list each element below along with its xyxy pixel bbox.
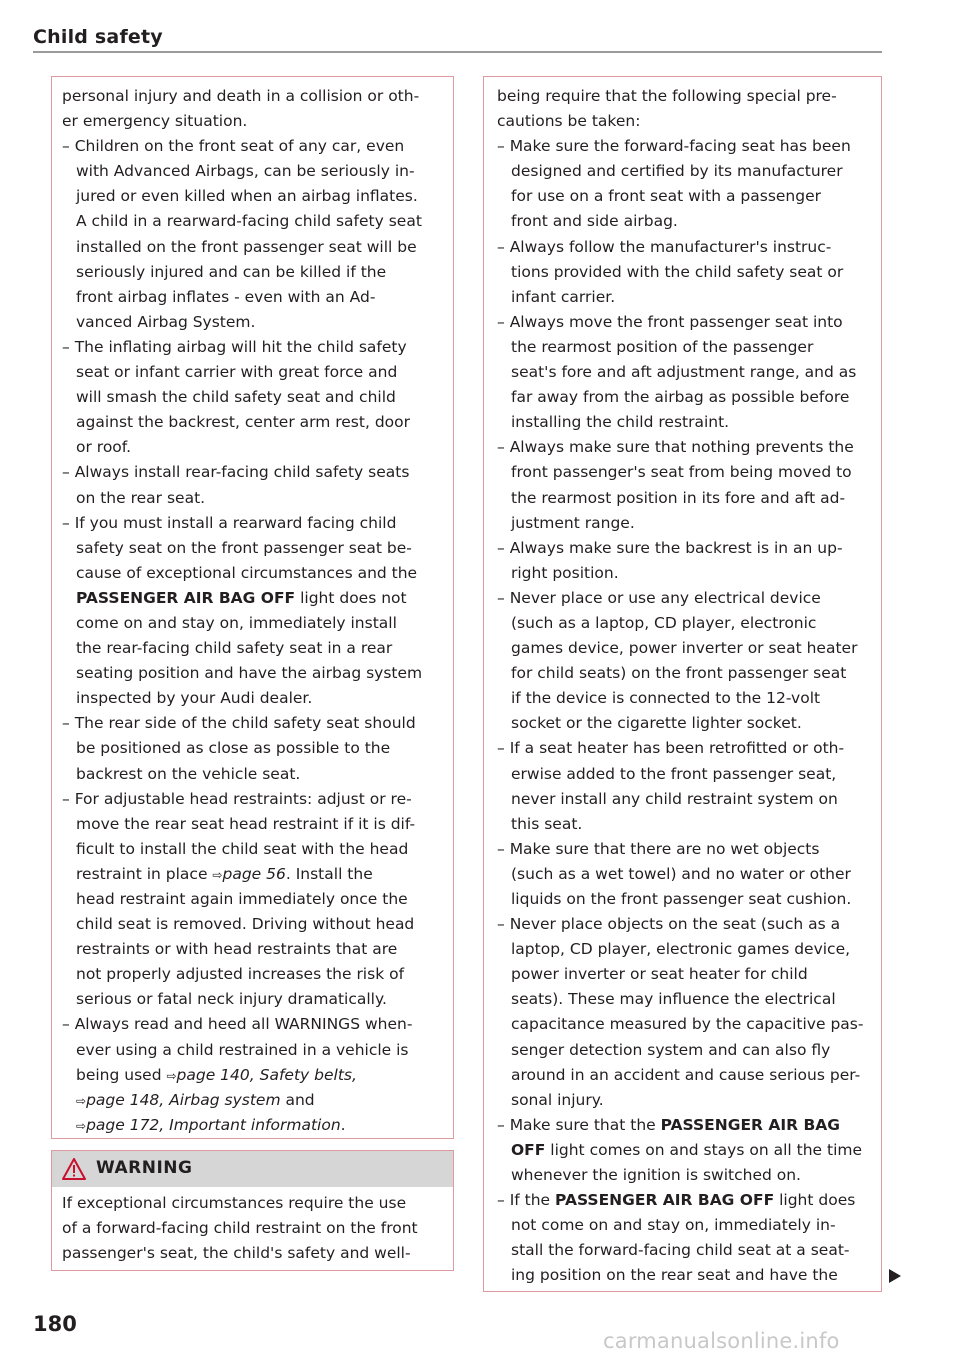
text-line: head restraint again immediately once the	[76, 890, 408, 908]
text-span: Make sure that the	[509, 1115, 661, 1134]
text-span: restraint in place	[76, 864, 213, 883]
bullet-line: – Children on the front seat of any car, even	[62, 134, 422, 159]
text-line: power inverter or seat heater for child	[511, 965, 808, 984]
bullet-line: – Make sure the forward-facing seat has been	[497, 134, 863, 159]
text-line: inspected by your Audi dealer.	[76, 689, 313, 708]
bullet-line: – Never place or use any electrical device	[497, 586, 863, 611]
text-line: installing the child restraint.	[511, 413, 730, 432]
text-line: or roof.	[76, 438, 132, 457]
watermark: carmanualsonline.info	[603, 1329, 840, 1353]
page-reference-arrow-icon: ⇨	[76, 1093, 87, 1108]
bullet-line: – Always make sure that nothing prevents the	[497, 435, 863, 460]
page-reference-arrow-icon: ⇨	[166, 1068, 177, 1083]
bullet-line: – The inflating airbag will hit the child safety	[62, 335, 422, 360]
text-line: jured or even killed when an airbag inflates.	[76, 187, 418, 206]
text-line: the rearmost position of the passenger	[511, 337, 814, 356]
text-line: If exceptional circumstances require the use	[62, 1194, 407, 1212]
text-line: whenever the ignition is switched on.	[511, 1166, 801, 1185]
text-line: cause of exceptional circumstances and the	[76, 563, 418, 582]
text-line: front airbag inflates - even with an Ad-	[76, 287, 376, 306]
text-line: laptop, CD player, electronic games device,	[511, 940, 851, 959]
bullet-line: – Always install rear-facing child safety seats	[62, 460, 422, 485]
text-span: light comes on and stays on all the time	[545, 1140, 863, 1159]
text-span: light does	[774, 1191, 856, 1210]
bullet-line: – Always move the front passenger seat into	[497, 310, 863, 335]
text-span: being used	[76, 1065, 167, 1084]
text-line: A child in a rearward-facing child safety seat	[76, 212, 422, 231]
text-line: backrest on the vehicle seat.	[76, 764, 301, 783]
text-line: cautions be taken:	[497, 112, 641, 131]
text-line	[62, 1088, 422, 1113]
text-line: on the rear seat.	[76, 488, 206, 507]
emphasis-text: PASSENGER AIR BAG OFF	[555, 1191, 775, 1210]
text-line: front passenger's seat from being moved to	[511, 463, 852, 482]
bullet-line: – Never place objects on the seat (such as a	[497, 912, 863, 937]
left-column-text	[62, 84, 422, 1138]
text-line: erwise added to the front passenger seat,	[511, 764, 837, 783]
right-column-text	[497, 84, 863, 1289]
text-line	[497, 1138, 863, 1163]
text-line: vanced Airbag System.	[76, 312, 256, 331]
text-line: stall the forward-facing child seat at a seat-	[511, 1241, 850, 1260]
text-line: with Advanced Airbags, can be seriously in-	[76, 162, 415, 181]
text-line: the rear-facing child safety seat in a rear	[76, 639, 393, 658]
text-line: sonal injury.	[511, 1090, 604, 1109]
text-line: personal injury and death in a collision or oth-	[62, 87, 420, 105]
text-line: being require that the following special pre-	[497, 87, 837, 105]
bullet-line	[497, 1188, 863, 1213]
bullet-line: – Always read and heed all WARNINGS when-	[62, 1012, 422, 1037]
text-line: capacitance measured by the capacitive pas-	[511, 1015, 864, 1034]
text-line: seat's fore and aft adjustment range, and as	[511, 363, 857, 382]
text-line: ficult to install the child seat with the head	[76, 839, 409, 858]
text-line: designed and certified by its manufacturer	[511, 162, 843, 181]
page-reference-link[interactable]: page 148, Airbag system	[86, 1090, 281, 1109]
text-line: safety seat on the front passenger seat be-	[76, 538, 412, 557]
text-span: and	[280, 1090, 315, 1109]
text-line: move the rear seat head restraint if it is dif-	[76, 814, 416, 833]
text-line: senger detection system and can also fly	[511, 1040, 831, 1059]
text-line: against the backrest, center arm rest, door	[76, 413, 410, 432]
text-line	[62, 586, 422, 611]
text-line: not come on and stay on, immediately in-	[511, 1216, 836, 1235]
text-line: ing position on the rear seat and have the	[511, 1266, 838, 1285]
emphasis-text: PASSENGER AIR BAG	[660, 1115, 841, 1134]
warning-label: WARNING	[96, 1158, 193, 1178]
page-reference-link[interactable]: page 172, Important information	[86, 1115, 341, 1134]
text-line: of a forward-facing child restraint on the front	[62, 1219, 418, 1238]
bullet-line: – For adjustable head restraints: adjust or re-	[62, 787, 422, 812]
warning-triangle-icon	[62, 1158, 86, 1180]
bullet-line: – If a seat heater has been retrofitted or oth-	[497, 736, 863, 761]
text-span: If the	[509, 1191, 556, 1210]
text-span: . Install the	[285, 864, 373, 883]
text-line: for use on a front seat with a passenger	[511, 187, 822, 206]
page-reference-arrow-icon: ⇨	[76, 1118, 87, 1133]
text-line: right position.	[511, 563, 619, 582]
text-line: the rearmost position in its fore and aft ad-	[511, 488, 846, 507]
text-line: serious or fatal neck injury dramatically.	[76, 990, 387, 1009]
text-line: (such as a wet towel) and no water or other	[511, 864, 851, 883]
text-line: child seat is removed. Driving without head	[76, 915, 415, 934]
text-line: justment range.	[511, 513, 635, 532]
text-line: er emergency situation.	[62, 112, 248, 131]
bullet-line	[497, 1113, 863, 1138]
text-line: be positioned as close as possible to the	[76, 739, 391, 758]
text-line: installed on the front passenger seat will be	[76, 237, 417, 256]
text-line: seating position and have the airbag system	[76, 664, 423, 683]
bullet-line: – If you must install a rearward facing child	[62, 511, 422, 536]
continue-arrow-icon	[888, 1268, 902, 1284]
bullet-line: – Always follow the manufacturer's instruc-	[497, 235, 863, 260]
text-line: around in an accident and cause serious per-	[511, 1065, 861, 1084]
text-span: light does not	[295, 588, 407, 607]
text-line: come on and stay on, immediately install	[76, 613, 397, 632]
page-header-title: Child safety	[33, 26, 163, 48]
bullet-line: – Make sure that there are no wet objects	[497, 837, 863, 862]
text-line: never install any child restraint system on	[511, 789, 838, 808]
text-line: not properly adjusted increases the risk of	[76, 965, 405, 984]
text-line: infant carrier.	[511, 287, 616, 306]
text-line: restraints or with head restraints that are	[76, 940, 398, 959]
text-line: socket or the cigarette lighter socket.	[511, 714, 802, 733]
text-line: far away from the airbag as possible before	[511, 388, 850, 407]
text-line: games device, power inverter or seat heater	[511, 639, 858, 658]
text-line	[62, 1113, 422, 1138]
text-line: seats). These may influence the electrical	[511, 990, 836, 1009]
text-line: (such as a laptop, CD player, electronic	[511, 613, 817, 632]
text-line	[62, 862, 422, 887]
text-line: this seat.	[511, 814, 583, 833]
page-number: 180	[33, 1312, 77, 1336]
emphasis-text: OFF	[511, 1140, 546, 1159]
page-reference-link[interactable]: page 140, Safety belts,	[176, 1065, 357, 1084]
text-line	[62, 1063, 422, 1088]
text-line: liquids on the front passenger seat cushion.	[511, 890, 852, 908]
warning-body-text	[62, 1191, 418, 1266]
text-line: if the device is connected to the 12-volt	[511, 689, 821, 708]
text-span: .	[340, 1115, 346, 1134]
text-line: tions provided with the child safety seat or	[511, 262, 844, 281]
text-line: ever using a child restrained in a vehicle is	[76, 1040, 409, 1059]
text-line: will smash the child safety seat and child	[76, 388, 396, 407]
text-line: front and side airbag.	[511, 212, 678, 231]
bullet-line: – Always make sure the backrest is in an up-	[497, 536, 863, 561]
bullet-line: – The rear side of the child safety seat should	[62, 711, 422, 736]
text-line: passenger's seat, the child's safety and well-	[62, 1244, 411, 1263]
text-line: for child seats) on the front passenger seat	[511, 664, 847, 683]
text-line: seat or infant carrier with great force and	[76, 363, 398, 382]
text-line: seriously injured and can be killed if the	[76, 262, 387, 281]
page-reference-arrow-icon: ⇨	[212, 867, 223, 882]
page-reference-link[interactable]: page 56	[222, 864, 286, 883]
header-divider	[33, 51, 882, 53]
emphasis-text: PASSENGER AIR BAG OFF	[76, 588, 296, 607]
